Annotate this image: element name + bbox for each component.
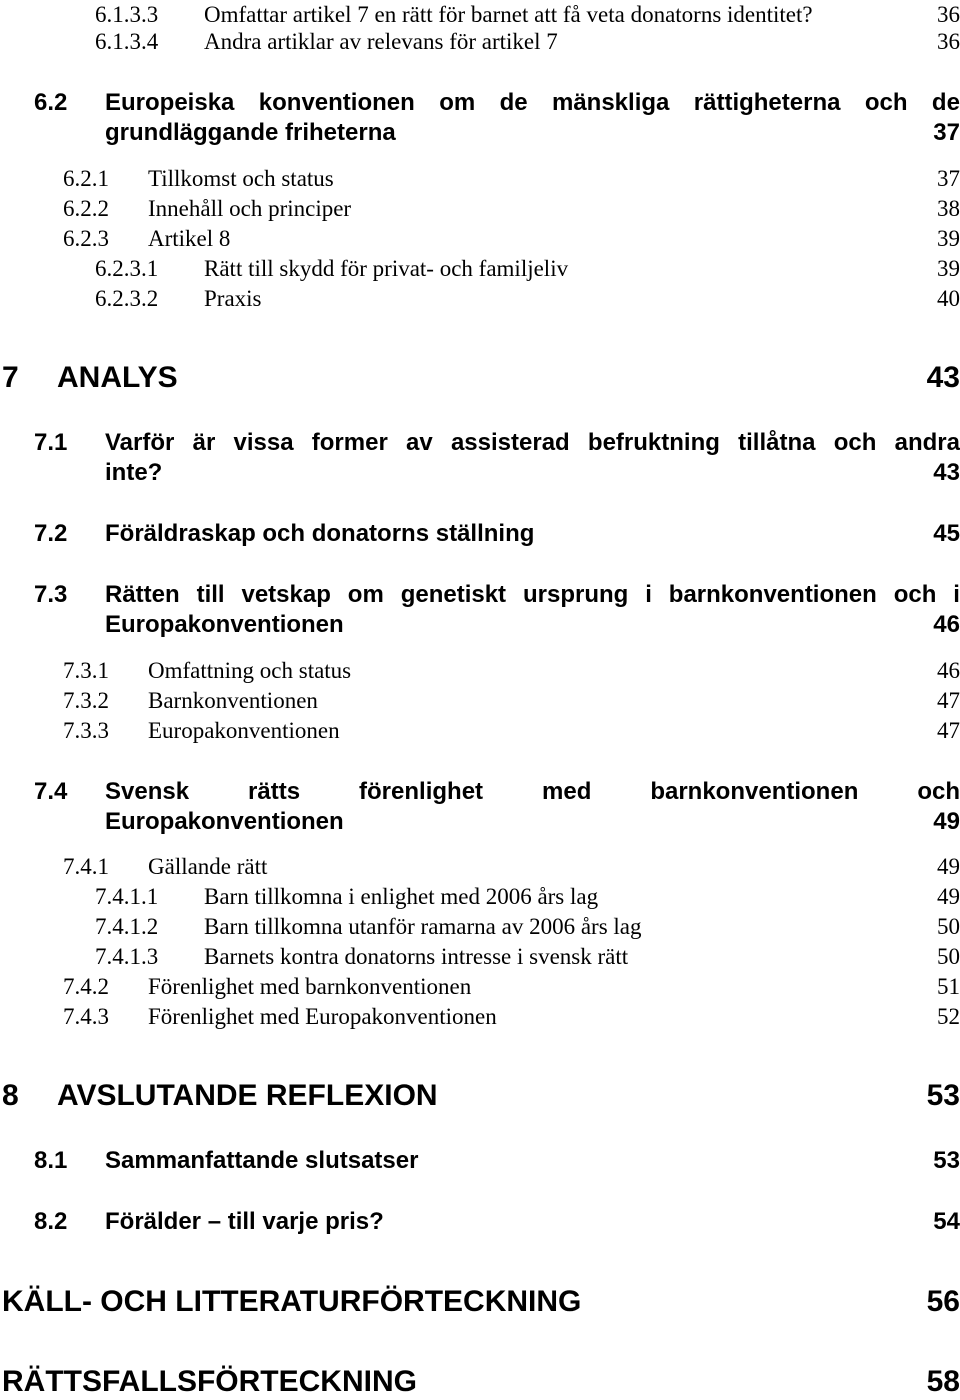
- toc-number: 7.1: [34, 429, 68, 456]
- toc-title: Gällande rätt: [148, 854, 268, 879]
- toc-page: 53: [933, 1147, 960, 1174]
- toc-number: 8.1: [34, 1147, 68, 1174]
- toc-title-line1: Europeiska konventionen om de mänskliga rättigheterna och de: [105, 89, 960, 116]
- toc-title: ANALYS: [57, 361, 178, 394]
- toc-number: 7.4.1.3: [95, 944, 159, 969]
- toc-title: Innehåll och principer: [148, 196, 352, 221]
- toc-title-line2: inte?: [105, 459, 163, 486]
- toc-page: 47: [937, 718, 960, 743]
- toc-page: 36: [937, 2, 960, 27]
- toc-page: 56: [926, 1285, 960, 1318]
- toc-number: 7.3.1: [63, 658, 109, 683]
- toc-page: 38: [937, 196, 960, 221]
- toc-title: Tillkomst och status: [148, 166, 334, 191]
- toc-title: Omfattar artikel 7 en rätt för barnet att få veta donatorns identitet?: [204, 2, 813, 27]
- toc-title: KÄLL- OCH LITTERATURFÖRTECKNING: [2, 1285, 582, 1318]
- toc-page: 47: [937, 688, 960, 713]
- toc-number: 8: [2, 1079, 19, 1112]
- toc-title: Sammanfattande slutsatser: [105, 1147, 419, 1174]
- toc-number: 7.4.2: [63, 974, 109, 999]
- toc-title-line1: Rätten till vetskap om genetiskt ursprung i barnkonventionen och i: [105, 581, 960, 608]
- toc-title: Europakonventionen: [148, 718, 340, 743]
- toc-page: 49: [937, 884, 960, 909]
- toc-title: Omfattning och status: [148, 658, 352, 683]
- toc-title: Artikel 8: [148, 226, 231, 251]
- toc-number: 6.2.3.2: [95, 286, 159, 311]
- toc-number: 6.2.3.1: [95, 256, 159, 281]
- toc-number: 7.4: [34, 778, 68, 805]
- toc-title: Barnets kontra donatorns intresse i svensk rätt: [204, 944, 629, 969]
- toc-title: Andra artiklar av relevans för artikel 7: [204, 29, 558, 54]
- toc-page: 58: [926, 1365, 960, 1398]
- toc-title: Barn tillkomna utanför ramarna av 2006 års lag: [204, 914, 642, 939]
- toc-page: 46: [937, 658, 960, 683]
- toc-title: Rätt till skydd för privat- och familjeliv: [204, 256, 569, 281]
- toc-title: Barn tillkomna i enlighet med 2006 års lag: [204, 884, 599, 909]
- toc-title: Förenlighet med barnkonventionen: [148, 974, 472, 999]
- toc-number: 8.2: [34, 1208, 68, 1235]
- toc-page: 50: [937, 914, 960, 939]
- toc-number: 7.3.3: [63, 718, 109, 743]
- toc-number: 6.2.2: [63, 196, 109, 221]
- toc-entry: [0, 580, 960, 610]
- toc-page: 54: [933, 1208, 960, 1235]
- toc-page: 49: [933, 808, 960, 835]
- toc-title-line1: Varför är vissa former av assisterad befruktning tillåtna och andra: [105, 429, 960, 456]
- toc-page: 50: [937, 944, 960, 969]
- toc-number: 7: [2, 361, 19, 394]
- toc-entry: [0, 88, 960, 118]
- toc-number: 7.2: [34, 520, 68, 547]
- toc-title: Förenlighet med Europakonventionen: [148, 1004, 497, 1029]
- toc-number: 7.4.1: [63, 854, 109, 879]
- toc-title-line1: Svensk rätts förenlighet med barnkonventionen och: [105, 778, 960, 805]
- toc-page: 39: [937, 256, 960, 281]
- toc-title: Praxis: [204, 286, 262, 311]
- toc-page: 39: [937, 226, 960, 251]
- toc-title: AVSLUTANDE REFLEXION: [57, 1079, 438, 1112]
- toc-page: 43: [933, 459, 960, 486]
- toc-entry: [0, 428, 960, 458]
- toc-title: Förälder – till varje pris?: [105, 1208, 384, 1235]
- toc-number: 7.4.1.2: [95, 914, 159, 939]
- toc-number: 6.2: [34, 89, 68, 116]
- toc-page: 49: [937, 854, 960, 879]
- toc-title-line2: Europakonventionen: [105, 611, 344, 638]
- toc-page: 53: [926, 1079, 960, 1112]
- toc-page: 52: [937, 1004, 960, 1029]
- toc-number: 6.2.1: [63, 166, 109, 191]
- toc-number: 7.4.1.1: [95, 884, 159, 909]
- toc-number: 6.1.3.4: [95, 29, 159, 54]
- toc-title: Föräldraskap och donatorns ställning: [105, 520, 535, 547]
- toc-page: 45: [933, 520, 960, 547]
- toc-entry: [0, 777, 960, 807]
- toc-number: 6.1.3.3: [95, 2, 159, 27]
- toc-page: 46: [933, 611, 960, 638]
- toc-page: 37: [937, 166, 960, 191]
- toc-page: 37: [933, 119, 960, 146]
- toc-number: 6.2.3: [63, 226, 109, 251]
- toc-page: 36: [937, 29, 960, 54]
- toc-number: 7.3: [34, 581, 68, 608]
- toc-page: 43: [926, 361, 960, 394]
- toc-number: 7.4.3: [63, 1004, 109, 1029]
- toc-title: RÄTTSFALLSFÖRTECKNING: [2, 1365, 417, 1398]
- toc-title: Barnkonventionen: [148, 688, 318, 713]
- toc-title-line2: grundläggande friheterna: [105, 119, 396, 146]
- toc-title-line2: Europakonventionen: [105, 808, 344, 835]
- toc-page: 51: [937, 974, 960, 999]
- toc-number: 7.3.2: [63, 688, 109, 713]
- toc-page: 40: [937, 286, 960, 311]
